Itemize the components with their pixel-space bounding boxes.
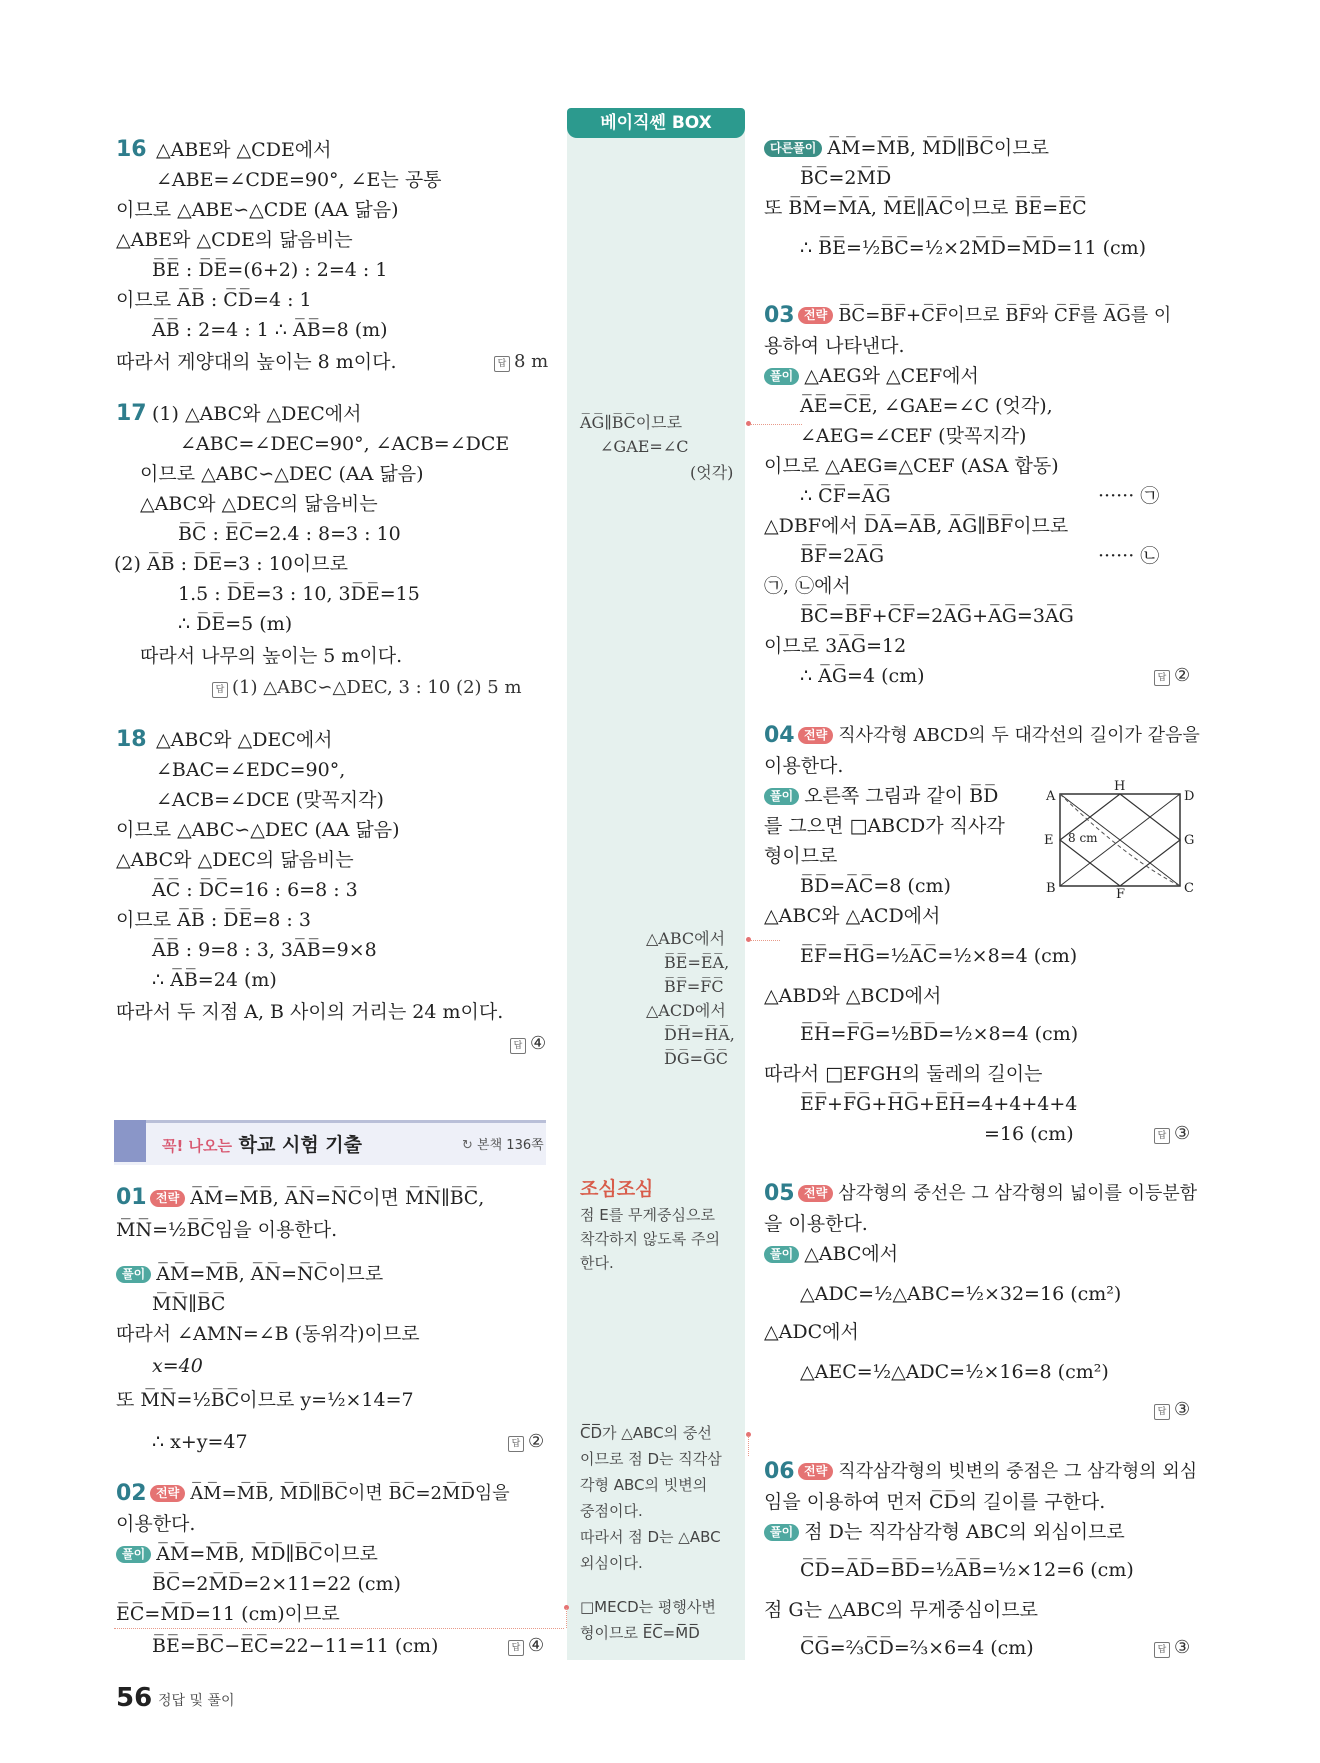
text-line bbox=[798, 304, 1171, 328]
text-span: 직각삼각형의 빗변의 중점은 그 삼각형의 외심 bbox=[838, 1461, 1198, 1482]
side-note: C̅D̅가 △ABC의 중선 bbox=[580, 1424, 712, 1442]
text-line: x=40 bbox=[152, 1355, 203, 1377]
text-line: 이용한다. bbox=[116, 1513, 196, 1535]
text-line: △ABC와 △DEC의 닮음비는 bbox=[140, 493, 378, 515]
solution-tag: 풀이 bbox=[764, 1524, 799, 1541]
text-line: 또 B̅M̅=M̅A̅, M̅E̅∥A̅C̅이므로 B̅E̅=E̅C̅ bbox=[764, 197, 1087, 219]
text-line: ㉠, ㉡에서 bbox=[764, 575, 851, 597]
text-line: A̅B̅ : 9=8 : 3, 3A̅B̅=9×8 bbox=[152, 939, 377, 961]
text-line: ∠ACB=∠DCE (맞꼭지각) bbox=[156, 789, 384, 811]
equation-mark: ······ ㉠ bbox=[1098, 485, 1160, 507]
label-a: A bbox=[1046, 789, 1056, 804]
text-line: 따라서 □EFGH의 둘레의 길이는 bbox=[764, 1063, 1043, 1085]
answer-icon: 답 bbox=[508, 1640, 524, 1656]
alt-solution-tag: 다른풀이 bbox=[764, 140, 822, 157]
text-line: △DBF에서 D̅A̅=A̅B̅, A̅G̅∥B̅F̅이므로 bbox=[764, 515, 1069, 537]
solution-tag: 풀이 bbox=[764, 788, 799, 805]
answer bbox=[510, 1032, 546, 1056]
strategy-tag: 전략 bbox=[798, 307, 833, 324]
text-line: E̅F̅+F̅G̅+H̅G̅+E̅H̅=4+4+4+4 bbox=[800, 1093, 1078, 1115]
box-tab: 베이직쎈 BOX bbox=[567, 108, 745, 138]
text-span: B̅C̅=B̅F̅+C̅F̅이므로 B̅F̅와 C̅F̅를 A̅G̅를 이 bbox=[838, 305, 1172, 326]
text-line: 점 G는 △ABC의 무게중심이므로 bbox=[764, 1599, 1039, 1621]
page-label: 정답 및 풀이 bbox=[158, 1693, 235, 1709]
text-line: △ADC에서 bbox=[764, 1321, 859, 1343]
answer-icon: 답 bbox=[1154, 670, 1170, 686]
text-span: 점 D는 직각삼각형 ABC의 외심이므로 bbox=[804, 1521, 1125, 1543]
side-note: 이므로 점 D는 직각삼 bbox=[580, 1450, 722, 1468]
text-line: △ABD와 △BCD에서 bbox=[764, 985, 942, 1007]
answer-value: ③ bbox=[1174, 1637, 1191, 1658]
text-line: 따라서 나무의 높이는 5 m이다. bbox=[140, 645, 403, 667]
exam-prefix: 꼭! 나오는 bbox=[162, 1137, 233, 1155]
strategy-tag: 전략 bbox=[798, 1185, 833, 1202]
label-length: 8 cm bbox=[1068, 831, 1098, 845]
answer bbox=[1154, 1636, 1190, 1660]
side-note: 중점이다. bbox=[580, 1502, 643, 1520]
text-line: 이므로 △ABC∽△DEC (AA 닮음) bbox=[116, 819, 400, 841]
equation-mark: ······ ㉡ bbox=[1098, 545, 1160, 567]
text-line: B̅C̅=2M̅D̅=2×11=22 (cm) bbox=[152, 1573, 401, 1595]
side-note: B̅E̅=E̅A̅, bbox=[664, 953, 730, 972]
answer-icon: 답 bbox=[510, 1038, 526, 1054]
text-line: B̅C̅=B̅F̅+C̅F̅=2A̅G̅+A̅G̅=3A̅G̅ bbox=[800, 605, 1074, 627]
text-line: △ADC=½△ABC=½×32=16 (cm²) bbox=[800, 1283, 1122, 1305]
label-e: E bbox=[1044, 833, 1054, 848]
text-line: (2) A̅B̅ : D̅E̅=3 : 10이므로 bbox=[114, 553, 348, 575]
text-span: 직사각형 ABCD의 두 대각선의 길이가 같음을 bbox=[838, 725, 1200, 746]
text-line: △ABC와 △DEC의 닮음비는 bbox=[116, 849, 354, 871]
answer-value: 8 m bbox=[514, 351, 549, 372]
connector-line bbox=[566, 1608, 567, 1628]
side-note: △ACD에서 bbox=[646, 1001, 726, 1020]
text-line: △AEC=½△ADC=½×16=8 (cm²) bbox=[800, 1361, 1109, 1383]
answer-value: ② bbox=[528, 1431, 545, 1452]
text-line bbox=[764, 784, 998, 808]
text-line: B̅C̅ : E̅C̅=2.4 : 8=3 : 10 bbox=[178, 523, 401, 545]
label-f: F bbox=[1116, 887, 1126, 900]
connector-line bbox=[748, 1436, 749, 1456]
side-note: ∠GAE=∠C bbox=[600, 437, 689, 456]
text-line: ∠ABE=∠CDE=90°, ∠E는 공통 bbox=[156, 169, 442, 191]
text-line: 1.5 : D̅E̅=3 : 10, 3D̅E̅=15 bbox=[178, 583, 420, 605]
strategy-tag: 전략 bbox=[150, 1190, 185, 1207]
answer-value: ④ bbox=[528, 1635, 545, 1656]
text-line: C̅D̅=A̅D̅=B̅D̅=½A̅B̅=½×12=6 (cm) bbox=[800, 1559, 1134, 1581]
answer-icon: 답 bbox=[1154, 1642, 1170, 1658]
text-line: 이므로 A̅B̅ : D̅E̅=8 : 3 bbox=[116, 909, 311, 931]
text-line: ∴ x+y=47 bbox=[152, 1431, 248, 1453]
exam-title-text: 학교 시험 기출 bbox=[238, 1134, 363, 1156]
solution-tag: 풀이 bbox=[116, 1546, 151, 1563]
problem-number: 17 bbox=[116, 401, 147, 426]
text-line: B̅E̅=B̅C̅−E̅C̅=22−11=11 (cm) bbox=[152, 1635, 439, 1657]
text-line bbox=[798, 1182, 1197, 1206]
text-line: ∠AEG=∠CEF (맞꼭지각) bbox=[800, 425, 1027, 447]
caution-title: 조심조심 bbox=[580, 1178, 654, 1200]
label-b: B bbox=[1046, 881, 1056, 896]
text-span: A̅M̅=M̅B̅, M̅D̅∥B̅C̅이므로 bbox=[156, 1543, 378, 1565]
side-note: B̅F̅=F̅C̅ bbox=[664, 977, 724, 996]
side-note: D̅G̅=G̅C̅ bbox=[664, 1049, 729, 1068]
problem-number: 05 bbox=[764, 1181, 795, 1206]
answer bbox=[1154, 664, 1190, 688]
text-line: △ABC와 △ACD에서 bbox=[764, 905, 941, 927]
text-line bbox=[798, 724, 1200, 748]
side-note: △ABC에서 bbox=[646, 929, 726, 948]
text-line: A̅C̅ : D̅C̅=16 : 6=8 : 3 bbox=[152, 879, 358, 901]
text-span: △AEG와 △CEF에서 bbox=[804, 365, 979, 387]
text-line: ∴ B̅E̅=½B̅C̅=½×2M̅D̅=M̅D̅=11 (cm) bbox=[800, 237, 1147, 259]
label-d: D bbox=[1184, 789, 1195, 804]
text-line: B̅F̅=2A̅G̅ bbox=[800, 545, 885, 567]
connector-line bbox=[750, 424, 802, 425]
solution-tag: 풀이 bbox=[116, 1266, 151, 1283]
text-span: A̅M̅=M̅B̅, A̅N̅=N̅C̅이므로 bbox=[156, 1263, 384, 1285]
text-span: A̅M̅=M̅B̅, M̅D̅∥B̅C̅이므로 bbox=[827, 137, 1049, 159]
text-line: △ABE와 △CDE에서 bbox=[156, 139, 332, 161]
text-line: 이므로 △AEG≡△CEF (ASA 합동) bbox=[764, 455, 1059, 477]
label-c: C bbox=[1184, 881, 1194, 896]
text-line: 이므로 △ABE∽△CDE (AA 닮음) bbox=[116, 199, 399, 221]
side-note: 각형 ABC의 빗변의 bbox=[580, 1476, 708, 1494]
strategy-tag: 전략 bbox=[798, 1463, 833, 1480]
text-line: ∴ A̅G̅=4 (cm) bbox=[800, 665, 925, 687]
side-note: D̅H̅=H̅A̅, bbox=[664, 1025, 735, 1044]
side-note: □MECD는 평행사변 bbox=[580, 1598, 716, 1616]
answer bbox=[508, 1430, 544, 1454]
caution-line: 점 E를 무게중심으로 bbox=[580, 1206, 715, 1224]
text-line: ∴ D̅E̅=5 (m) bbox=[178, 613, 293, 635]
answer-icon: 답 bbox=[494, 356, 510, 372]
text-line: 임을 이용하여 먼저 C̅D̅의 길이를 구한다. bbox=[764, 1491, 1106, 1513]
problem-number: 06 bbox=[764, 1459, 795, 1484]
text-span: A̅M̅=M̅B̅, A̅N̅=N̅C̅이면 M̅N̅∥B̅C̅, bbox=[190, 1187, 485, 1209]
exam-ref-text: 본책 136쪽 bbox=[477, 1138, 544, 1153]
text-line: A̅E̅=C̅E̅, ∠GAE=∠C (엇각), bbox=[800, 395, 1053, 417]
refresh-icon: ↻ bbox=[462, 1138, 473, 1153]
answer bbox=[212, 676, 522, 700]
text-line: E̅C̅=M̅D̅=11 (cm)이므로 bbox=[116, 1603, 340, 1625]
answer-value: (1) △ABC∽△DEC, 3 : 10 (2) 5 m bbox=[232, 677, 522, 698]
text-line bbox=[798, 1460, 1197, 1484]
answer-icon: 답 bbox=[212, 682, 228, 698]
text-line: M̅N̅∥B̅C̅ bbox=[152, 1293, 226, 1315]
label-g: G bbox=[1184, 833, 1195, 848]
answer-value: ③ bbox=[1174, 1399, 1191, 1420]
text-line: 이므로 △ABC∽△DEC (AA 닮음) bbox=[140, 463, 424, 485]
answer-value: ④ bbox=[530, 1033, 547, 1054]
text-line: 따라서 ∠AMN=∠B (동위각)이므로 bbox=[116, 1323, 420, 1345]
answer-icon: 답 bbox=[1154, 1128, 1170, 1144]
text-line: E̅F̅=H̅G̅=½A̅C̅=½×8=4 (cm) bbox=[800, 945, 1078, 967]
text-line: A̅B̅ : 2=4 : 1 ∴ A̅B̅=8 (m) bbox=[152, 319, 388, 341]
text-line: ∠ABC=∠DEC=90°, ∠ACB=∠DCE bbox=[180, 433, 510, 455]
side-note: 따라서 점 D는 △ABC bbox=[580, 1528, 721, 1546]
text-line: 를 그으면 □ABCD가 직사각 bbox=[764, 815, 1005, 837]
problem-number: 16 bbox=[116, 137, 147, 162]
answer-icon: 답 bbox=[1154, 1404, 1170, 1420]
exam-section-accent bbox=[114, 1120, 146, 1162]
text-line: B̅C̅=2M̅D̅ bbox=[800, 167, 892, 189]
problem-number: 01 bbox=[116, 1185, 147, 1210]
connector-line bbox=[114, 1628, 564, 1629]
side-note: (엇각) bbox=[690, 463, 734, 482]
text-line: △ABE와 △CDE의 닮음비는 bbox=[116, 229, 353, 251]
text-line bbox=[764, 1520, 1125, 1544]
solution-tag: 풀이 bbox=[764, 1246, 799, 1263]
text-line: 을 이용한다. bbox=[764, 1213, 868, 1235]
page-number: 56 bbox=[116, 1683, 153, 1713]
problem-number: 03 bbox=[764, 303, 795, 328]
text-line: C̅G̅=⅔C̅D̅=⅔×6=4 (cm) bbox=[800, 1637, 1034, 1659]
text-line: B̅E̅ : D̅E̅=(6+2) : 2=4 : 1 bbox=[152, 259, 388, 281]
connector-line bbox=[750, 940, 780, 941]
rectangle-figure bbox=[1038, 780, 1200, 900]
text-line: E̅H̅=F̅G̅=½B̅D̅=½×8=4 (cm) bbox=[800, 1023, 1079, 1045]
text-line: 이용한다. bbox=[764, 755, 844, 777]
answer bbox=[508, 1634, 544, 1658]
text-line: ∠BAC=∠EDC=90°, bbox=[156, 759, 346, 781]
answer-value: ③ bbox=[1174, 1123, 1191, 1144]
text-line: M̅N̅=½B̅C̅임을 이용한다. bbox=[116, 1219, 338, 1241]
text-line: (1) △ABC와 △DEC에서 bbox=[152, 403, 362, 425]
text-line bbox=[150, 1482, 510, 1506]
text-line: △ABC와 △DEC에서 bbox=[156, 729, 333, 751]
solution-tag: 풀이 bbox=[764, 368, 799, 385]
strategy-tag: 전략 bbox=[798, 727, 833, 744]
answer bbox=[1154, 1122, 1190, 1146]
text-line bbox=[764, 136, 1049, 160]
label-h: H bbox=[1114, 780, 1126, 794]
text-line bbox=[116, 1542, 378, 1566]
text-line: 이므로 3A̅G̅=12 bbox=[764, 635, 907, 657]
text-span: A̅M̅=M̅B̅, M̅D̅∥B̅C̅이면 B̅C̅=2M̅D̅임을 bbox=[190, 1483, 510, 1504]
text-line bbox=[764, 1242, 898, 1266]
text-line: 용하여 나타낸다. bbox=[764, 335, 905, 357]
side-note: 형이므로 E̅C̅=M̅D̅ bbox=[580, 1624, 700, 1642]
text-line: ∴ A̅B̅=24 (m) bbox=[152, 969, 277, 991]
answer bbox=[494, 350, 548, 374]
text-line bbox=[116, 1262, 383, 1286]
exam-section-title bbox=[162, 1130, 362, 1157]
problem-number: 02 bbox=[116, 1481, 147, 1506]
text-line bbox=[150, 1186, 484, 1210]
problem-number: 04 bbox=[764, 723, 795, 748]
text-line: 이므로 A̅B̅ : C̅D̅=4 : 1 bbox=[116, 289, 312, 311]
text-line: 또 M̅N̅=½B̅C̅이므로 y=½×14=7 bbox=[116, 1389, 414, 1411]
strategy-tag: 전략 bbox=[150, 1485, 185, 1502]
answer bbox=[1154, 1398, 1190, 1422]
caution-line: 착각하지 않도록 주의 bbox=[580, 1230, 720, 1248]
text-line: 형이므로 bbox=[764, 845, 838, 867]
text-span: 삼각형의 중선은 그 삼각형의 넓이를 이등분함 bbox=[838, 1183, 1198, 1204]
text-span: 오른쪽 그림과 같이 B̅D̅ bbox=[804, 785, 999, 807]
problem-number: 18 bbox=[116, 727, 147, 752]
text-line: B̅D̅=A̅C̅=8 (cm) bbox=[800, 875, 951, 897]
exam-section-ref bbox=[462, 1134, 544, 1153]
text-line: =16 (cm) bbox=[984, 1123, 1074, 1145]
text-line bbox=[764, 364, 979, 388]
caution-line: 한다. bbox=[580, 1254, 614, 1272]
side-note: A̅G̅∥B̅C̅이므로 bbox=[580, 413, 683, 432]
answer-value: ② bbox=[1174, 665, 1191, 686]
text-line: 따라서 게양대의 높이는 8 m이다. bbox=[116, 351, 397, 373]
text-line: ∴ C̅F̅=A̅G̅ bbox=[800, 485, 891, 507]
answer-icon: 답 bbox=[508, 1436, 524, 1452]
side-note: 외심이다. bbox=[580, 1554, 643, 1572]
text-span: △ABC에서 bbox=[804, 1243, 899, 1265]
text-line: 따라서 두 지점 A, B 사이의 거리는 24 m이다. bbox=[116, 1001, 504, 1023]
